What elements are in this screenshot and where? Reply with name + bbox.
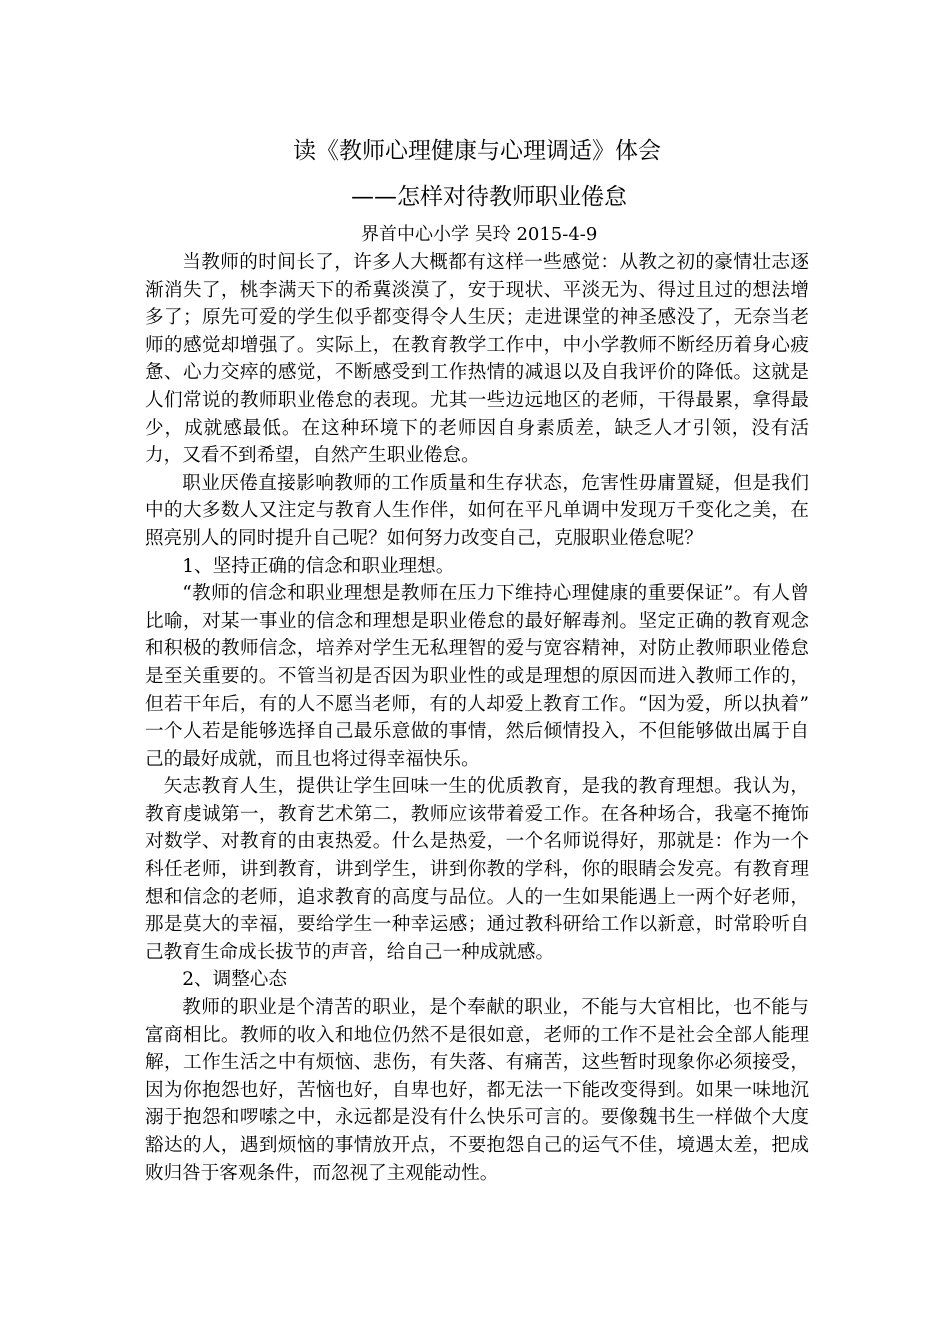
paragraph-belief: “教师的信念和职业理想是教师在压力下维持心理健康的重要保证”。有人曾比喻，对某一事业的信念和理想是职业倦怠的最好解毒剂。坚定正确的教育观念和积极的教师信念，培养对学生无私理智的爱与宽容精神，对防止教师职业倦怠是至关重要的。不管当初是否因为职业性的或是理想的原因而进入教师工作的，但若干年后，有的人不愿当老师，有的人却爱上教育工作。“因为爱，所以执着” 一个人若是能够选择自己最乐意做的事情，然后倾情投入，不但能够做出属于自己的最好成就，而且也将过得幸福快乐。: [145, 583, 809, 770]
section-heading-2: 2、调整心态: [182, 969, 287, 991]
document-title: 读《教师心理健康与心理调适》体会: [293, 138, 661, 164]
document-page: [145, 128, 809, 1187]
document-subtitle: ——怎样对待教师职业倦怠: [351, 184, 627, 210]
section-heading-1: 1、坚持正确的信念和职业理想。: [182, 555, 455, 577]
paragraph-ideal: 矢志教育人生，提供让学生回味一生的优质教育，是我的教育理想。我认为，教育虔诚第一，教育艺术第二，教师应该带着爱工作。在各种场合，我毫不掩饰对数学、对教育的由衷热爱。什么是热爱，一个名师说得好，那就是：作为一个科任老师，讲到教育，讲到学生，讲到你教的学科，你的眼睛会发亮。有教育理想和信念的老师，追求教育的高度与品位。人的一生如果能遇上一两个好老师，那是莫大的幸福，要给学生一种幸运感；通过教科研给工作以新意，时常聆听自己教育生命成长拔节的声音，给自己一种成就感。: [145, 776, 809, 963]
paragraph-intro: 当教师的时间长了，许多人大概都有这样一些感觉：从教之初的豪情壮志逐渐消失了，桃李满天下的希冀淡漠了，安于现状、平淡无为、得过且过的想法增多了；原先可爱的学生似乎都变得令人生厌；走进课堂的神圣感没了，无奈当老师的感觉却增强了。实际上，在教育教学工作中，中小学教师不断经历着身心疲惫、心力交瘁的感觉，不断感受到工作热情的减退以及自我评价的降低。这就是人们常说的教师职业倦怠的表现。尤其一些边远地区的老师，干得最累，拿得最少，成就感最低。在这种环境下的老师因自身素质差，缺乏人才引领，没有活力，又看不到希望，自然产生职业倦怠。: [145, 252, 809, 467]
author-byline: 界首中心小学 吴玲 2015-4-9: [361, 224, 598, 245]
paragraph-attitude: 教师的职业是个清苦的职业，是个奉献的职业，不能与大官相比，也不能与富商相比。教师的收入和地位仍然不是很如意，老师的工作不是社会全部人能理解，工作生活之中有烦恼、悲伤，有失落、有痛苦，这些暂时现象你必须接受，因为你抱怨也好，苦恼也好，自卑也好，都无法一下能改变得到。如果一味地沉溺于抱怨和啰嗦之中，永远都是没有什么快乐可言的。要像魏书生一样做个大度豁达的人，遇到烦恼的事情放开点，不要抱怨自己的运气不佳，境遇太差，把成败归咎于客观条件，而忽视了主观能动性。: [145, 997, 809, 1184]
paragraph-question: 职业厌倦直接影响教师的工作质量和生存状态，危害性毋庸置疑，但是我们中的大多数人又注定与教育人生作伴，如何在平凡单调中发现万千变化之美，在照亮别人的同时提升自己呢？如何努力改变自己，克服职业倦怠呢？: [145, 472, 809, 549]
